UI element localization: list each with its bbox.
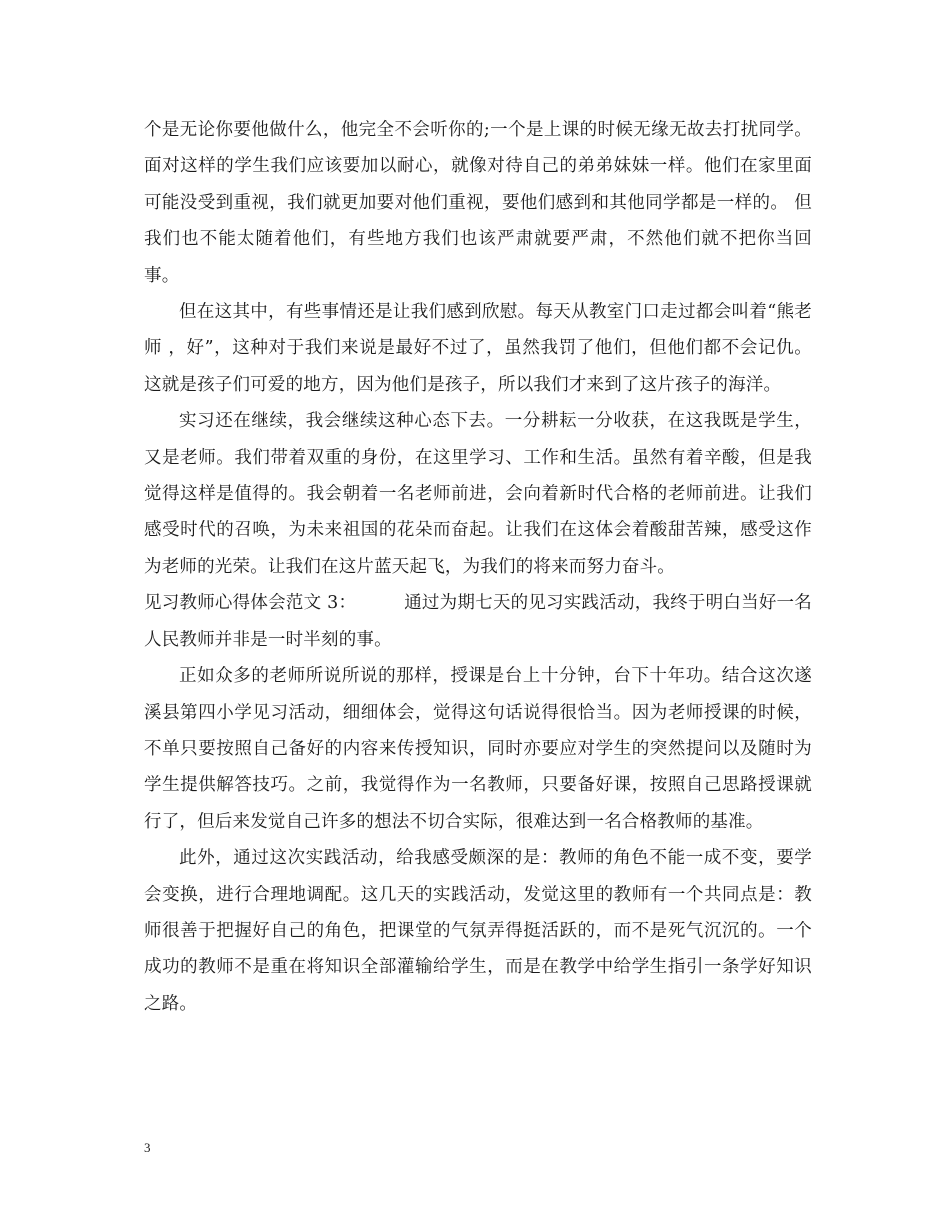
paragraph-internship: 实习还在继续，我会继续这种心态下去。一分耕耘一分收获，在这我既是学生，又是老师。我们带着双重的身份，在这里学习、工作和生活。虽然有着辛酸，但是我觉得这样是值得的。我会朝着一名老师前进，会向着新时代合格的老师前进。让我们感受时代的召唤，为未来祖国的花朵而奋起。让我们在这体会着酸甜苦辣，感受这作为老师的光荣。让我们在这片蓝天起飞，为我们的将来而努力奋斗。	[144, 411, 812, 577]
paragraph-role: 此外，通过这次实践活动，给我感受颇深的是：教师的角色不能一成不变，要学会变换，进行合理地调配。这几天的实践活动，发觉这里的教师有一个共同点是：教师很善于把握好自己的角色，把课堂的气氛弄得挺活跃的，而不是死气沉沉的。一个成功的教师不是重在将知识全部灌输给学生，而是在教学中给学生指引一条学好知识之路。	[144, 848, 812, 1014]
section-heading: 见习教师心得体会范文 3：	[144, 593, 357, 614]
page-number: 3	[144, 1140, 151, 1155]
section-heading-paragraph	[144, 585, 812, 658]
paragraph-teaching: 正如众多的老师所说所说的那样，授课是台上十分钟，台下十年功。结合这次遂溪县第四小学见习活动，细细体会，觉得这句话说得很恰当。因为老师授课的时候，不单只要按照自己备好的内容来传授知识，同时亦要应对学生的突然提问以及随时为学生提供解答技巧。之前，我觉得作为一名教师，只要备好课，按照自己思路授课就行了，但后来发觉自己许多的想法不切合实际，很难达到一名合格教师的基准。	[144, 666, 812, 832]
paragraph-relief: 但在这其中，有些事情还是让我们感到欣慰。每天从教室门口走过都会叫着“熊老师 ，好”，这种对于我们来说是最好不过了，虽然我罚了他们，但他们都不会记仇。这就是孩子们可爱的地方，因为他们是孩子，所以我们才来到了这片孩子的海洋。	[144, 302, 812, 395]
document-body	[144, 112, 812, 1022]
paragraph-continued: 个是无论你要他做什么，他完全不会听你的;一个是上课的时候无缘无故去打扰同学。面对这样的学生我们应该要加以耐心，就像对待自己的弟弟妹妹一样。他们在家里面可能没受到重视，我们就更加要对他们重视，要他们感到和其他同学都是一样的。 但我们也不能太随着他们，有些地方我们也该严肃就要严肃，不然他们就不把你当回事。	[144, 120, 812, 286]
section-intro-text: 通过为期七天的见习实践活动，我终于明白当好一名人民教师并非是一时半刻的事。	[144, 593, 812, 650]
